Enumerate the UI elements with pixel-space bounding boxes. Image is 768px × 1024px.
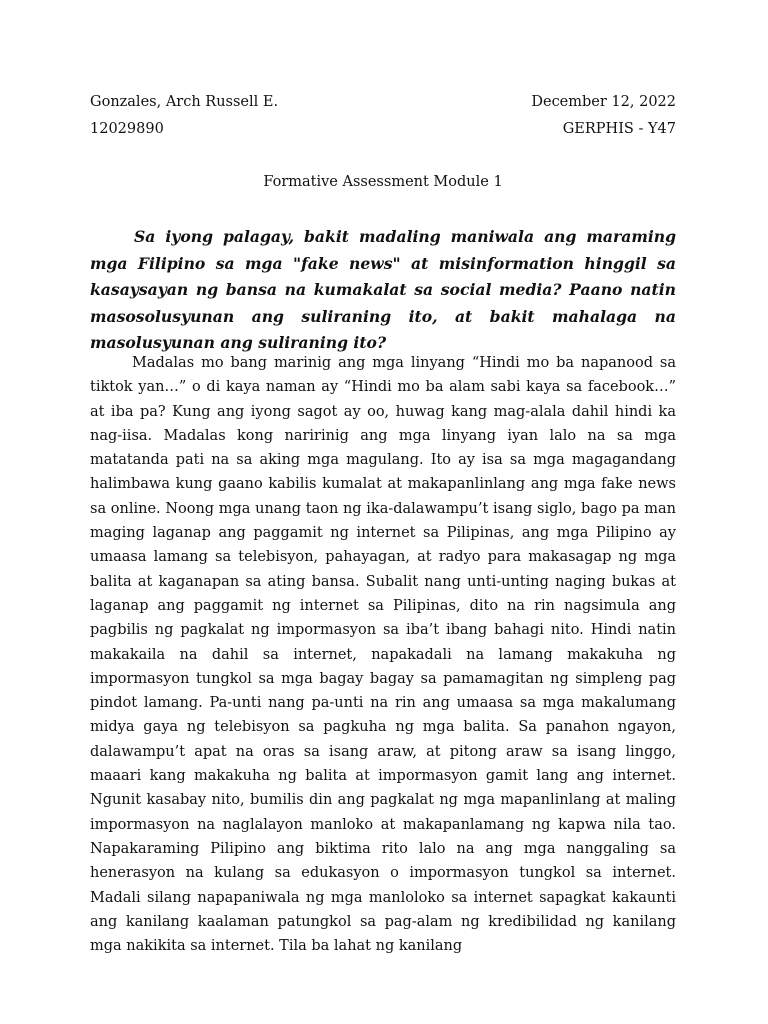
course-code: GERPHIS - Y47 xyxy=(562,121,676,137)
document-title: Formative Assessment Module 1 xyxy=(263,174,503,190)
header-row-2 xyxy=(90,119,676,139)
question-prompt: Sa iyong palagay, bakit madaling maniwala ang maraming mga Filipino sa mga "fake news" at misinformation hinggil sa kasaysayan ng bansa na kumakalat sa social media? Paano natin masosolusyunan ang suliraning ito, at bakit mahalaga na masolusyunan ang suliraning ito? xyxy=(90,227,676,352)
header-row-1 xyxy=(90,92,676,112)
student-id: 12029890 xyxy=(90,121,164,137)
body-paragraph: Madalas mo bang marinig ang mga linyang “Hindi mo ba napanood sa tiktok yan…” o di kaya naman ay “Hindi mo ba alam sabi kaya sa facebook…” at iba pa? Kung ang iyong sagot ay oo, huwag kang mag-alala dahil hindi ka nag-iisa. Madalas kong naririnig ang mga linyang iyan lalo na sa mga matatanda pati na sa aking mga magulang. Ito ay isa sa mga magagandang halimbawa kung gaano kabilis kumalat at makapanlinlang ang mga fake news sa online. Noong mga unang taon ng ika-dalawampu’t isang siglo, bago pa man maging laganap ang paggamit ng internet sa Pilipinas, ang mga Pilipino ay umaasa lamang sa telebisyon, pahayagan, at radyo para makasagap ng mga balita at kaganapan sa ating bansa. Subalit nang unti-unting naging bukas at laganap ang paggamit ng internet sa Pilipinas, dito na rin nagsimula ang pagbilis ng pagkalat ng impormasyon sa iba’t ibang bahagi nito. Hindi natin makakaila na dahil sa internet, napakadali na lamang makakuha ng impormasyon tungkol sa mga bagay bagay sa pamamagitan ng simpleng pag pindot lamang. Pa-unti nang pa-unti na rin ang umaasa sa mga makalumang midya gaya ng telebisyon sa pagkuha ng mga balita. Sa panahon ngayon, dalawampu’t apat na oras sa isang araw, at pitong araw sa isang linggo, maaari kang makakuha ng balita at impormasyon gamit lang ang internet. Ngunit kasabay nito, bumilis din ang pagkalat ng mga mapanlinlang at maling impormasyon na naglalayon manloko at makapanlamang ng kapwa nila tao. Napakaraming Pilipino ang biktima rito lalo na ang mga nanggaling sa henerasyon na kulang sa edukasyon o impormasyon tungkol sa internet. Madali silang napapaniwala ng mga manloloko sa internet sapagkat kakaunti ang kanilang kaalaman patungkol sa pag-alam ng kredibilidad ng kanilang mga nakikita sa internet. Tila ba lahat ng kanilang xyxy=(90,355,676,955)
author-name: Gonzales, Arch Russell E. xyxy=(90,94,279,110)
document-date: December 12, 2022 xyxy=(531,94,676,110)
